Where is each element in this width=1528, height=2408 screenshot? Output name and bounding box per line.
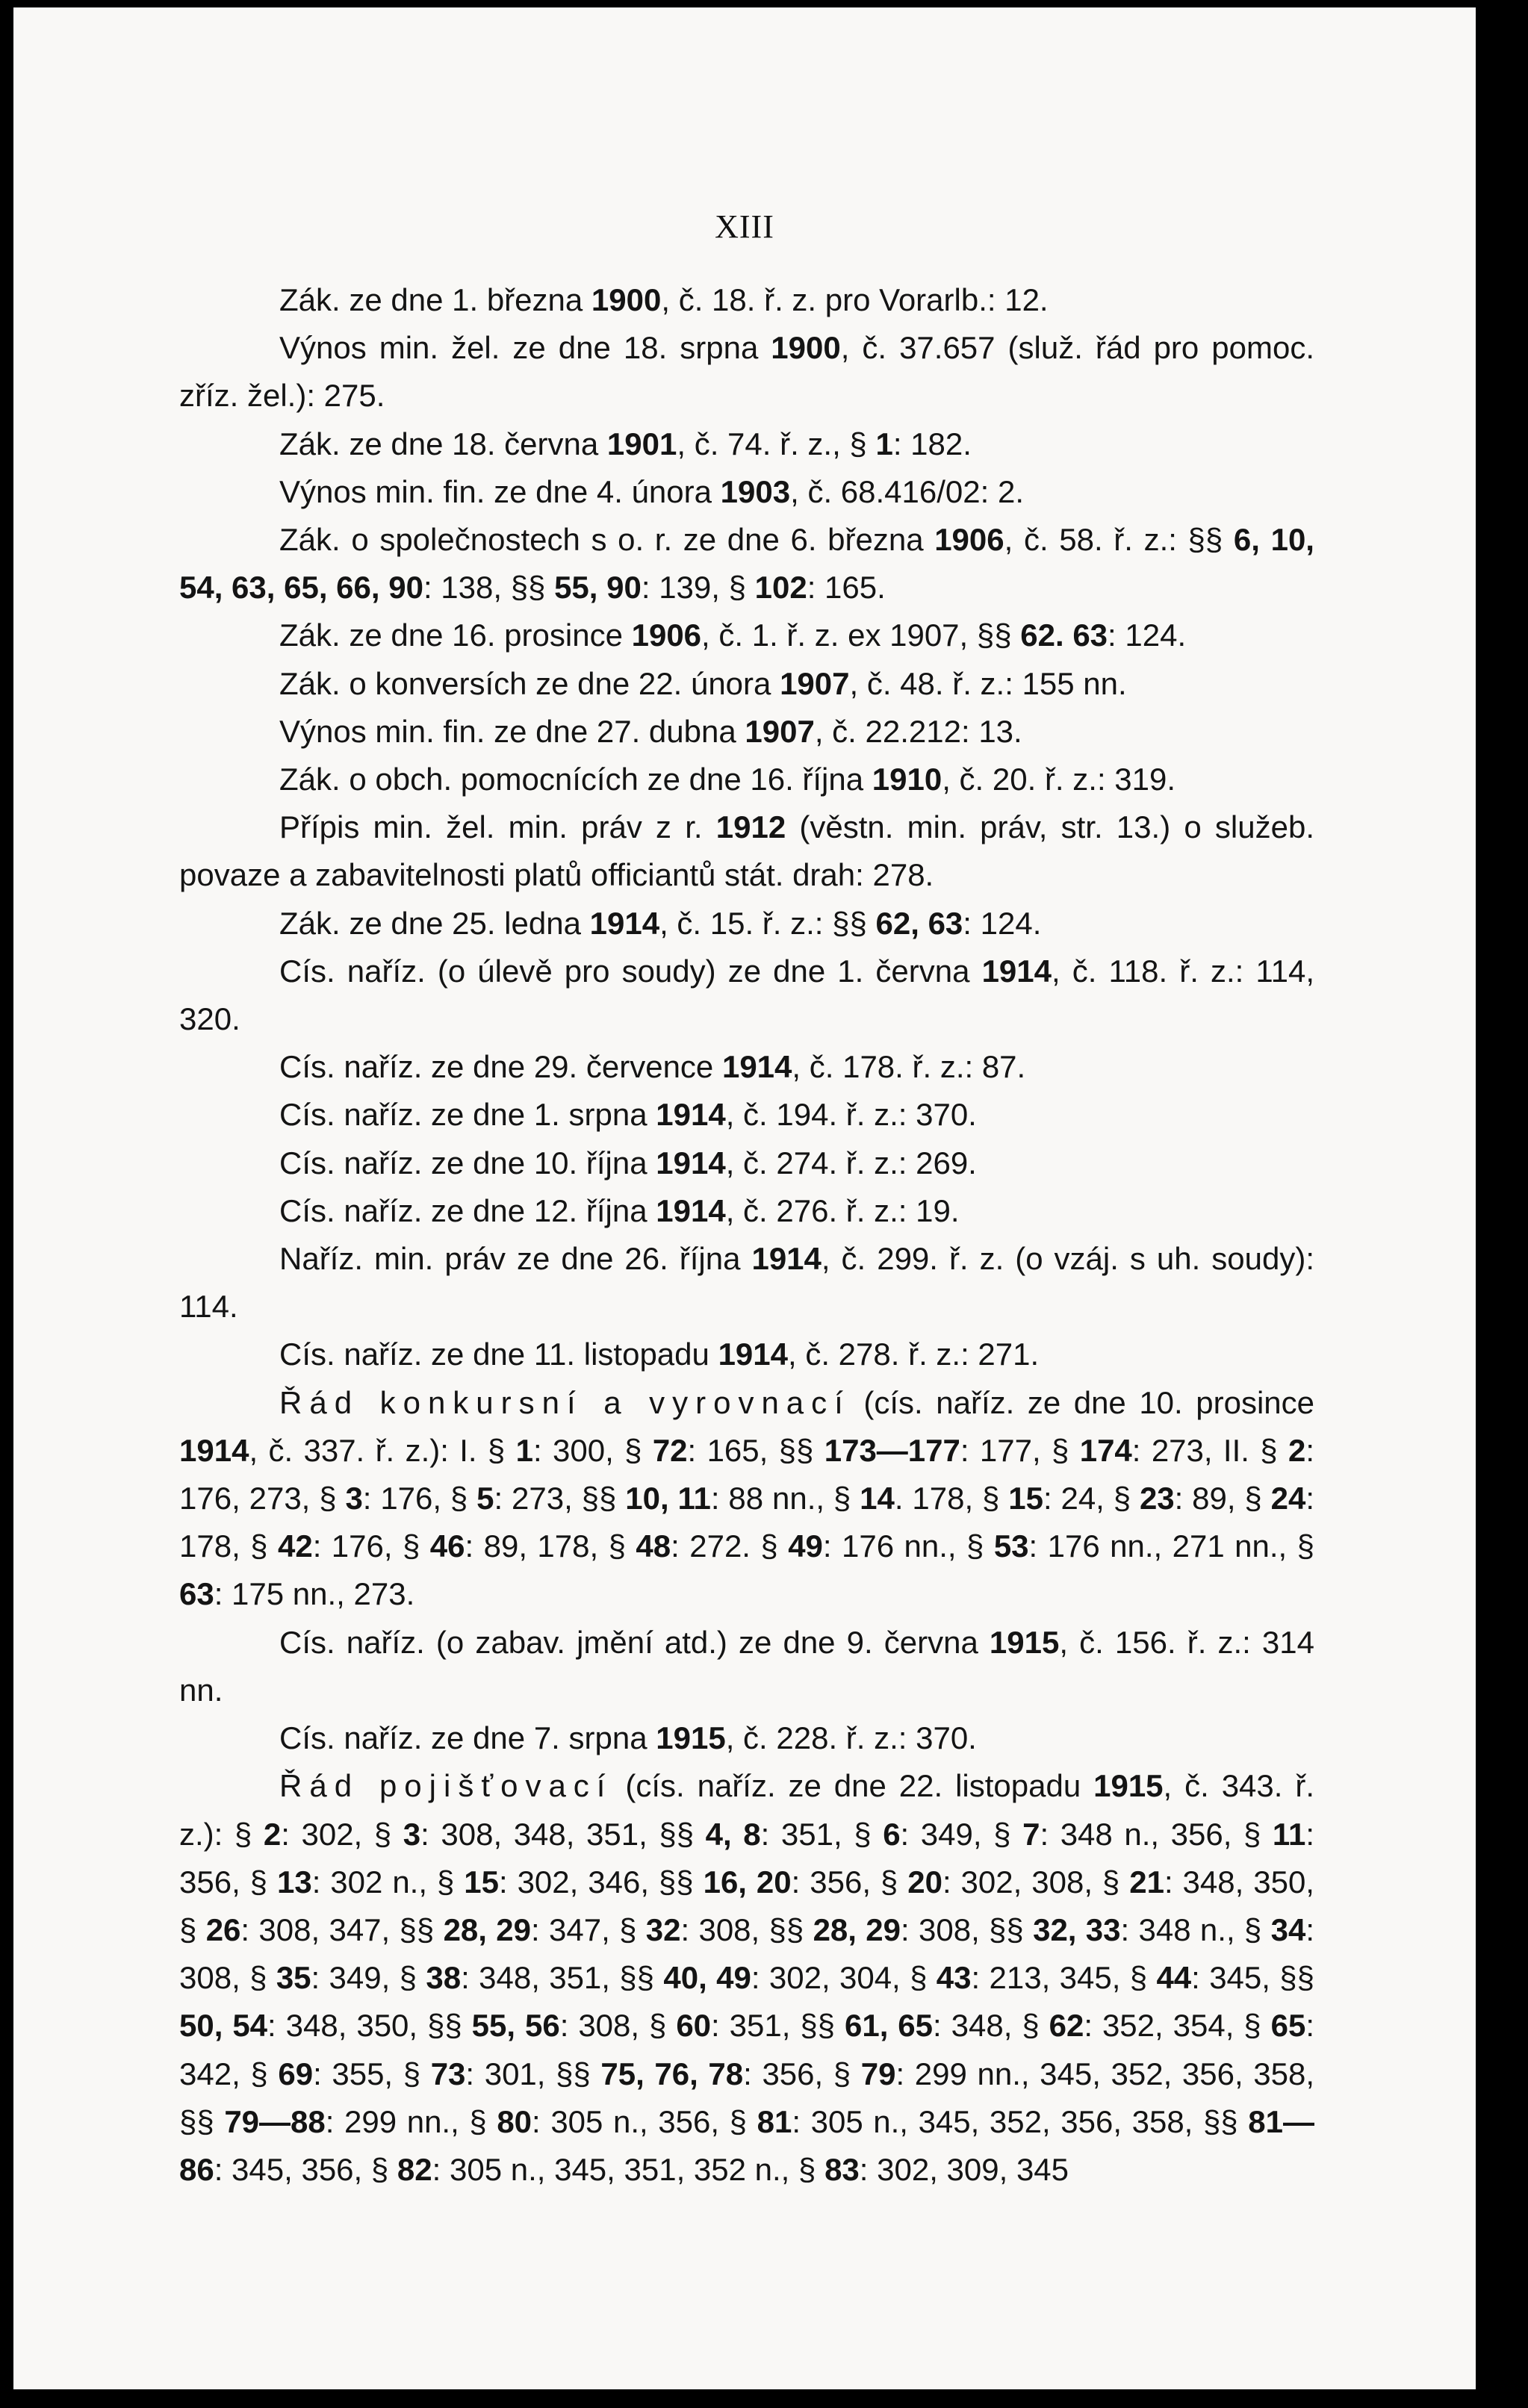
entry-text: Cís. naříz. ze dne 12. října xyxy=(279,1192,656,1228)
index-entry xyxy=(179,900,1314,948)
entry-text: , č. 20. ř. z.: 319. xyxy=(942,762,1176,797)
bold-reference: 62 xyxy=(1049,2008,1084,2044)
bold-reference: 73 xyxy=(430,2056,466,2091)
index-entry xyxy=(179,756,1314,803)
entry-text: : 302, 309, 345 xyxy=(859,2151,1069,2187)
bold-reference: 1900 xyxy=(591,282,662,317)
bold-reference: 32 xyxy=(645,1911,681,1947)
bold-reference: 49 xyxy=(788,1528,823,1564)
entry-text: : 176, § xyxy=(362,1481,477,1516)
index-entry xyxy=(179,324,1314,420)
entry-text: : 273, §§ xyxy=(494,1481,626,1516)
entry-text: Cís. naříz. ze dne 7. srpna xyxy=(279,1720,656,1756)
bold-reference: 28, 29 xyxy=(813,1911,901,1947)
index-entry xyxy=(179,1714,1314,1762)
entry-text: Naříz. min. práv ze dne 26. října xyxy=(279,1241,752,1277)
entry-text: : 348 n., § xyxy=(1120,1911,1271,1947)
entry-text: : 302, 346, §§ xyxy=(498,1864,704,1900)
bold-reference: 81—86 xyxy=(179,2103,1314,2187)
bold-reference: 1914 xyxy=(589,905,660,941)
bold-reference: 62, 63 xyxy=(875,905,963,941)
entry-text: , č. 37.657 (služ. řád pro pomoc. zříz. žel.): 275. xyxy=(179,330,1314,414)
entry-text: , č. 276. ř. z.: 19. xyxy=(725,1192,960,1228)
entry-text: Výnos min. žel. ze dne 18. srpna xyxy=(279,330,771,366)
bold-reference: 40, 49 xyxy=(663,1960,751,1996)
entry-text: : 302, 304, § xyxy=(751,1960,937,1996)
entry-text: : 178, § xyxy=(179,1481,1315,1564)
bold-reference: 1906 xyxy=(631,617,702,653)
bold-reference: 2 xyxy=(263,1816,282,1852)
entry-text: : 348, 350, § xyxy=(179,1864,1314,1947)
bold-reference: 50, 54 xyxy=(179,2008,268,2044)
index-entry xyxy=(179,803,1314,899)
index-entry xyxy=(179,468,1314,516)
entry-text: : 348, 351, §§ xyxy=(461,1960,664,1996)
bold-reference: 2 xyxy=(1288,1432,1306,1468)
bold-reference: 28, 29 xyxy=(443,1911,532,1947)
bold-reference: 3 xyxy=(403,1816,421,1852)
book-page xyxy=(13,7,1476,2389)
entry-text: Cís. naříz. (o zabav. jmění atd.) ze dne 9. června xyxy=(279,1624,990,1660)
bold-reference: 53 xyxy=(993,1528,1029,1564)
entry-text: : 176, § xyxy=(312,1528,430,1564)
entry-text: : 302, 308, § xyxy=(942,1864,1130,1900)
bold-reference: 34 xyxy=(1270,1911,1306,1947)
bold-reference: 80 xyxy=(497,2103,532,2139)
entry-text: : 352, 354, § xyxy=(1084,2008,1271,2044)
entry-text: (cís. naříz. ze dne 22. listopadu xyxy=(612,1768,1094,1804)
entry-text: : 308, § xyxy=(559,2008,677,2044)
index-entry xyxy=(179,612,1314,659)
entry-text: Výnos min. fin. ze dne 4. února xyxy=(279,473,721,509)
entry-text: : 24, § xyxy=(1043,1481,1140,1516)
entry-text: , č. 58. ř. z.: §§ xyxy=(1004,522,1234,558)
entry-text: , č. 1. ř. z. ex 1907, §§ xyxy=(701,617,1021,653)
bold-reference: 82 xyxy=(397,2151,432,2187)
entry-text: : 175 nn., 273. xyxy=(214,1576,415,1612)
entry-text: : 89, 178, § xyxy=(465,1528,636,1564)
entry-text: : 345, 356, § xyxy=(214,2151,397,2187)
index-entry xyxy=(179,1379,1314,1619)
entry-text: : 165. xyxy=(807,570,886,606)
entry-text: : 349, § xyxy=(311,1960,426,1996)
entry-text: , č. 68.416/02: 2. xyxy=(790,473,1024,509)
bold-reference: 83 xyxy=(824,2151,860,2187)
entry-text: : 213, 345, § xyxy=(971,1960,1157,1996)
entry-text: : 349, § xyxy=(900,1816,1023,1852)
bold-reference: 35 xyxy=(276,1960,311,1996)
entry-text: , č. 22.212: 13. xyxy=(814,713,1022,749)
entry-text: : 305 n., 356, § xyxy=(532,2103,757,2139)
entry-text: (věstn. min. práv, str. 13.) o služeb. povaze a zabavitelnosti platů officiantů stát. drah: 278. xyxy=(179,809,1314,893)
entry-text: : 302, § xyxy=(281,1816,403,1852)
bold-reference: 3 xyxy=(345,1481,363,1516)
entry-text: : 138, §§ xyxy=(423,570,555,606)
entry-text: Zák. o společnostech s o. r. ze dne 6. března xyxy=(279,522,935,558)
entry-text: : 348 n., 356, § xyxy=(1040,1816,1273,1852)
entry-text: , č. 274. ř. z.: 269. xyxy=(725,1145,977,1180)
entry-text: : 176, 273, § xyxy=(179,1432,1315,1516)
entry-text: , č. 18. ř. z. pro Vorarlb.: 12. xyxy=(661,282,1049,317)
bold-reference: 69 xyxy=(278,2056,314,2091)
bold-reference: 26 xyxy=(205,1911,241,1947)
bold-reference: 1907 xyxy=(780,665,850,701)
entry-text: : 301, §§ xyxy=(465,2056,601,2091)
bold-reference: 6, 10, 54, 63, 65, 66, 90 xyxy=(179,522,1314,606)
spaced-title: Řád pojišťovací xyxy=(279,1768,613,1804)
entry-text: : 124. xyxy=(963,905,1042,941)
entry-text: , č. 156. ř. z.: 314 nn. xyxy=(179,1624,1314,1708)
bold-reference: 38 xyxy=(426,1960,462,1996)
entry-text: : 176 nn., § xyxy=(822,1528,994,1564)
bold-reference: 13 xyxy=(276,1864,312,1900)
index-entry xyxy=(179,1187,1314,1235)
bold-reference: 42 xyxy=(277,1528,313,1564)
entry-text: (cís. naříz. ze dne 10. prosince xyxy=(850,1384,1315,1420)
entry-text: : 308, 347, §§ xyxy=(240,1911,444,1947)
entry-text: : 348, 350, §§ xyxy=(267,2008,472,2044)
bold-reference: 1 xyxy=(875,426,893,461)
bold-reference: 65 xyxy=(1270,2008,1306,2044)
entry-text: : 305 n., 345, 351, 352 n., § xyxy=(432,2151,825,2187)
bold-reference: 1914 xyxy=(721,1049,792,1085)
bold-reference: 15 xyxy=(464,1864,499,1900)
bold-reference: 72 xyxy=(652,1432,688,1468)
entry-text: , č. 178. ř. z.: 87. xyxy=(792,1049,1026,1085)
bold-reference: 1915 xyxy=(989,1624,1060,1660)
bold-reference: 7 xyxy=(1022,1816,1040,1852)
entry-text: : 177, § xyxy=(960,1432,1080,1468)
entry-text: : 272. § xyxy=(671,1528,789,1564)
entry-text: Zák. ze dne 25. ledna xyxy=(279,905,590,941)
entry-text: Zák. ze dne 16. prosince xyxy=(279,617,632,653)
entry-text: , č. 278. ř. z.: 271. xyxy=(788,1337,1040,1372)
entry-text: : 139, § xyxy=(641,570,755,606)
entry-text: , č. 48. ř. z.: 155 nn. xyxy=(849,665,1127,701)
bold-reference: 1903 xyxy=(720,473,791,509)
entry-text: Zák. o konversích ze dne 22. února xyxy=(279,665,780,701)
entry-text: Přípis min. žel. min. práv z r. xyxy=(279,809,716,845)
entry-text: : 305 n., 345, 352, 356, 358, §§ xyxy=(792,2103,1249,2139)
entry-text: : 299 nn., § xyxy=(325,2103,497,2139)
index-entry xyxy=(179,1043,1314,1091)
index-entry xyxy=(179,420,1314,468)
bold-reference: 1900 xyxy=(771,330,841,366)
entry-text: : 351, § xyxy=(760,1816,883,1852)
entry-text: : 182. xyxy=(892,426,972,461)
bold-reference: 48 xyxy=(636,1528,671,1564)
bold-reference: 44 xyxy=(1156,1960,1192,1996)
bold-reference: 1901 xyxy=(606,426,677,461)
entry-text: : 356, § xyxy=(179,1816,1314,1900)
bold-reference: 11 xyxy=(1272,1816,1306,1852)
entry-text: : 308, §§ xyxy=(901,1911,1034,1947)
bold-reference: 1914 xyxy=(656,1097,726,1133)
entry-text: Cís. naříz. (o úlevě pro soudy) ze dne 1. června xyxy=(279,953,982,989)
index-entry xyxy=(179,708,1314,756)
bold-reference: 1914 xyxy=(179,1432,249,1468)
index-entry xyxy=(179,1619,1314,1714)
bold-reference: 24 xyxy=(1270,1481,1306,1516)
entry-text: Cís. naříz. ze dne 11. listopadu xyxy=(279,1337,718,1372)
entry-text: : 165, §§ xyxy=(687,1432,824,1468)
bold-reference: 62. 63 xyxy=(1020,617,1108,653)
entry-text: , č. 228. ř. z.: 370. xyxy=(725,1720,977,1756)
entry-text: : 273, II. § xyxy=(1131,1432,1288,1468)
entry-text: : 356, § xyxy=(791,1864,908,1900)
bold-reference: 55, 90 xyxy=(554,570,642,606)
entry-text: Zák. ze dne 1. března xyxy=(279,282,591,317)
bold-reference: 1912 xyxy=(715,809,786,845)
entry-text: , č. 299. ř. z. (o vzáj. s uh. soudy): 114. xyxy=(179,1241,1314,1325)
entry-text: Cís. naříz. ze dne 10. října xyxy=(279,1145,656,1180)
entry-text: : 308, §§ xyxy=(680,1911,813,1947)
bold-reference: 15 xyxy=(1008,1481,1043,1516)
bold-reference: 1914 xyxy=(718,1337,788,1372)
entry-text: Cís. naříz. ze dne 1. srpna xyxy=(279,1097,656,1133)
bold-reference: 63 xyxy=(179,1576,214,1612)
bold-reference: 6 xyxy=(883,1816,901,1852)
entry-text: . 178, § xyxy=(894,1481,1009,1516)
entry-text: Výnos min. fin. ze dne 27. dubna xyxy=(279,713,745,749)
bold-reference: 61, 65 xyxy=(844,2008,934,2044)
spaced-title: Řád konkursní a vyrovnací xyxy=(279,1384,851,1420)
bold-reference: 60 xyxy=(676,2008,712,2044)
entry-text: : 300, § xyxy=(533,1432,653,1468)
bold-reference: 1 xyxy=(515,1432,533,1468)
entry-text: : 342, § xyxy=(179,2008,1314,2091)
entry-text: : 308, 348, 351, §§ xyxy=(420,1816,706,1852)
bold-reference: 14 xyxy=(860,1481,895,1516)
entry-text: : 345, §§ xyxy=(1191,1960,1315,1996)
entry-text: , č. 337. ř. z.): I. § xyxy=(249,1432,516,1468)
index-entry xyxy=(179,1331,1314,1378)
bold-reference: 23 xyxy=(1139,1481,1175,1516)
entry-text: Zák. ze dne 18. června xyxy=(279,426,607,461)
entry-text: , č. 74. ř. z., § xyxy=(677,426,876,461)
entry-text: : 176 nn., 271 nn., § xyxy=(1028,1528,1315,1564)
entry-text: : 124. xyxy=(1108,617,1187,653)
page-number: XIII xyxy=(715,208,774,245)
bold-reference: 1915 xyxy=(656,1720,726,1756)
bold-reference: 1906 xyxy=(934,522,1004,558)
index-entry xyxy=(179,516,1314,612)
entry-text: : 356, § xyxy=(743,2056,861,2091)
bold-reference: 32, 33 xyxy=(1033,1911,1121,1947)
bold-reference: 81 xyxy=(757,2103,792,2139)
bold-reference: 1907 xyxy=(745,713,815,749)
bold-reference: 21 xyxy=(1129,1864,1164,1900)
bold-reference: 1914 xyxy=(981,953,1052,989)
bold-reference: 102 xyxy=(754,570,807,606)
entry-text: , č. 15. ř. z.: §§ xyxy=(659,905,876,941)
bold-reference: 1914 xyxy=(751,1241,822,1277)
bold-reference: 55, 56 xyxy=(471,2008,560,2044)
legislation-index xyxy=(179,276,1314,2194)
bold-reference: 1915 xyxy=(1093,1768,1164,1804)
index-entry xyxy=(179,660,1314,708)
entry-text: : 355, § xyxy=(313,2056,431,2091)
index-entry xyxy=(179,948,1314,1043)
bold-reference: 10, 11 xyxy=(625,1481,711,1516)
entry-text: : 89, § xyxy=(1174,1481,1271,1516)
entry-text: : 302 n., § xyxy=(311,1864,465,1900)
bold-reference: 5 xyxy=(476,1481,494,1516)
bold-reference: 1910 xyxy=(872,762,942,797)
bold-reference: 4, 8 xyxy=(705,1816,761,1852)
entry-text: : 299 nn., 345, 352, 356, 358, §§ xyxy=(179,2056,1315,2139)
index-entry xyxy=(179,1139,1314,1187)
entry-text: Cís. naříz. ze dne 29. července xyxy=(279,1049,722,1085)
entry-text: Zák. o obch. pomocnících ze dne 16. října xyxy=(279,762,872,797)
bold-reference: 1914 xyxy=(656,1192,726,1228)
index-entry xyxy=(179,276,1314,324)
entry-text: , č. 343. ř. z.): § xyxy=(179,1768,1314,1852)
bold-reference: 1914 xyxy=(656,1145,726,1180)
entry-text: : 351, §§ xyxy=(711,2008,845,2044)
index-entry xyxy=(179,1235,1314,1331)
bold-reference: 20 xyxy=(907,1864,942,1900)
entry-text: : 348, § xyxy=(933,2008,1049,2044)
bold-reference: 173—177 xyxy=(824,1432,960,1468)
bold-reference: 43 xyxy=(936,1960,972,1996)
bold-reference: 16, 20 xyxy=(703,1864,792,1900)
bold-reference: 79—88 xyxy=(224,2103,326,2139)
bold-reference: 79 xyxy=(860,2056,896,2091)
entry-text: : 308, § xyxy=(179,1911,1315,1996)
bold-reference: 75, 76, 78 xyxy=(600,2056,744,2091)
entry-text: : 347, § xyxy=(531,1911,646,1947)
bold-reference: 174 xyxy=(1079,1432,1132,1468)
entry-text: , č. 194. ř. z.: 370. xyxy=(725,1097,977,1133)
index-entry xyxy=(179,1762,1314,2194)
entry-text: , č. 118. ř. z.: 114, 320. xyxy=(179,953,1314,1037)
entry-text: : 88 nn., § xyxy=(710,1481,860,1516)
index-entry xyxy=(179,1091,1314,1139)
bold-reference: 46 xyxy=(429,1528,465,1564)
